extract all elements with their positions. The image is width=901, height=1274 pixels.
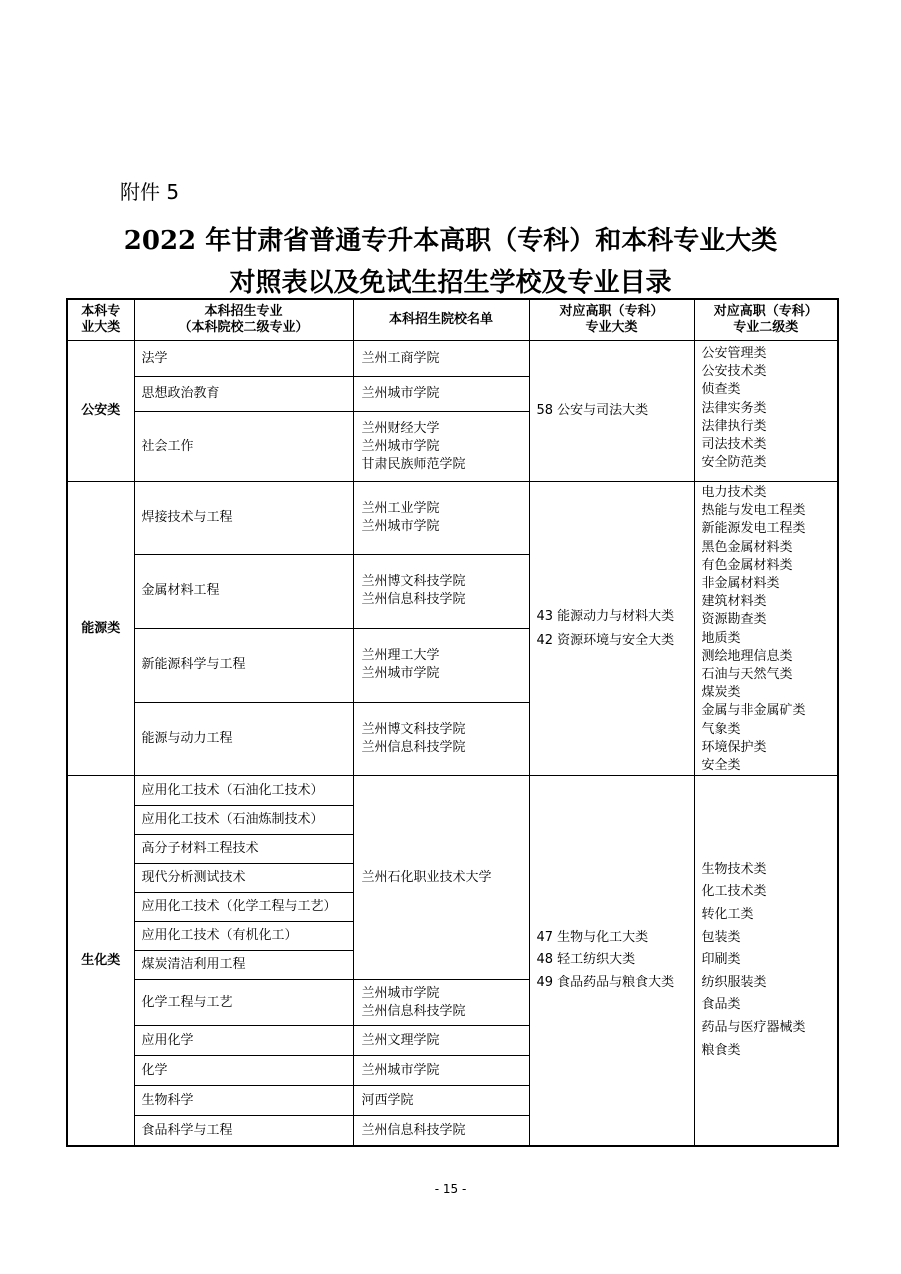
- major-cell: 应用化学: [134, 1026, 353, 1056]
- major-cell: 法学: [134, 341, 353, 377]
- major-cell: 化学: [134, 1056, 353, 1086]
- table-row: [67, 341, 838, 377]
- header-category: 本科专 业大类: [67, 299, 134, 341]
- table-header-row: [67, 299, 838, 341]
- major-cell: 应用化工技术（有机化工）: [134, 922, 353, 951]
- school-cell: 兰州财经大学 兰州城市学院 甘肃民族师范学院: [353, 412, 529, 482]
- major-cell: 化学工程与工艺: [134, 980, 353, 1026]
- secondary-class-cell: 电力技术类 热能与发电工程类 新能源发电工程类 黑色金属材料类 有色金属材料类 非金属材料类 建筑材料类 资源勘查类 地质类 测绘地理信息类 石油与天然气类 煤炭类 金属与非金属矿类 气象类 环境保护类 安全类: [694, 482, 838, 776]
- major-cell: 现代分析测试技术: [134, 864, 353, 893]
- major-cell: 煤炭清洁利用工程: [134, 951, 353, 980]
- vocational-class-cell: 47 生物与化工大类 48 轻工纺织大类 49 食品药品与粮食大类: [529, 776, 694, 1146]
- vocational-class-cell: 43 能源动力与材料大类 42 资源环境与安全大类: [529, 482, 694, 776]
- page-number: - 15 -: [434, 1182, 467, 1196]
- major-mapping-table: [66, 298, 839, 1147]
- school-cell: 兰州博文科技学院 兰州信息科技学院: [353, 702, 529, 775]
- school-cell: 兰州理工大学 兰州城市学院: [353, 628, 529, 702]
- school-cell: 兰州城市学院: [353, 377, 529, 412]
- school-cell: 兰州博文科技学院 兰州信息科技学院: [353, 555, 529, 628]
- major-cell: 应用化工技术（石油炼制技术）: [134, 806, 353, 835]
- header-secondary-class: 对应高职（专科） 专业二级类: [694, 299, 838, 341]
- school-cell: 河西学院: [353, 1086, 529, 1116]
- major-cell: 生物科学: [134, 1086, 353, 1116]
- major-cell: 焊接技术与工程: [134, 482, 353, 555]
- vocational-class-cell: 58 公安与司法大类: [529, 341, 694, 482]
- school-cell: 兰州文理学院: [353, 1026, 529, 1056]
- header-schools: 本科招生院校名单: [353, 299, 529, 341]
- school-cell: 兰州信息科技学院: [353, 1116, 529, 1146]
- table-row: [67, 776, 838, 806]
- secondary-class-cell: 生物技术类 化工技术类 转化工类 包装类 印刷类 纺织服装类 食品类 药品与医疗器械类 粮食类: [694, 776, 838, 1146]
- category-cell: 生化类: [67, 776, 134, 1146]
- major-cell: 金属材料工程: [134, 555, 353, 628]
- header-major: 本科招生专业 （本科院校二级专业）: [134, 299, 353, 341]
- attachment-label: 附件 5: [120, 180, 180, 204]
- major-cell: 社会工作: [134, 412, 353, 482]
- school-cell: 兰州城市学院: [353, 1056, 529, 1086]
- header-vocational-class: 对应高职（专科） 专业大类: [529, 299, 694, 341]
- table-row: [67, 482, 838, 555]
- school-cell: 兰州工商学院: [353, 341, 529, 377]
- school-cell: 兰州工业学院 兰州城市学院: [353, 482, 529, 555]
- secondary-class-cell: 公安管理类 公安技术类 侦查类 法律实务类 法律执行类 司法技术类 安全防范类: [694, 341, 838, 482]
- category-cell: 公安类: [67, 341, 134, 482]
- major-cell: 食品科学与工程: [134, 1116, 353, 1146]
- major-cell: 高分子材料工程技术: [134, 835, 353, 864]
- document-title-line1: 2022 年甘肃省普通专升本高职（专科）和本科专业大类: [123, 226, 778, 256]
- document-title-line2: 对照表以及免试生招生学校及专业目录: [229, 268, 672, 298]
- major-cell: 应用化工技术（石油化工技术）: [134, 776, 353, 806]
- major-cell: 应用化工技术（化学工程与工艺）: [134, 893, 353, 922]
- school-cell-merged: 兰州石化职业技术大学: [353, 776, 529, 980]
- major-cell: 能源与动力工程: [134, 702, 353, 775]
- school-cell: 兰州城市学院 兰州信息科技学院: [353, 980, 529, 1026]
- major-cell: 思想政治教育: [134, 377, 353, 412]
- major-cell: 新能源科学与工程: [134, 628, 353, 702]
- category-cell: 能源类: [67, 482, 134, 776]
